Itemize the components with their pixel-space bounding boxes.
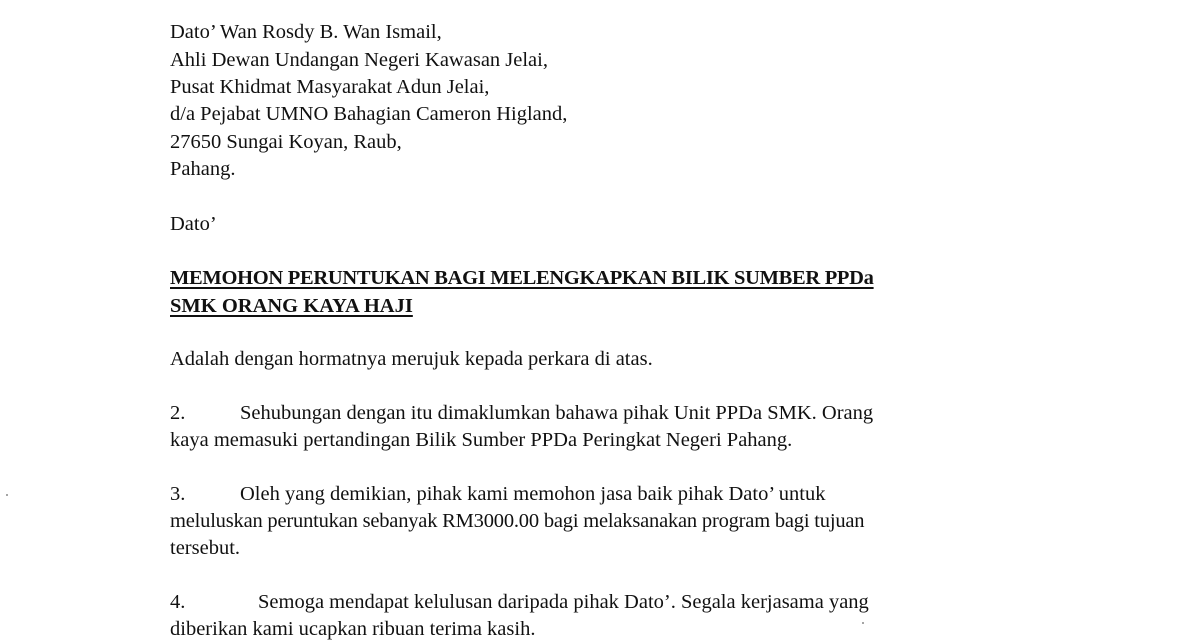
salutation: Dato’ — [170, 213, 217, 235]
paragraph-4-text-1: Semoga mendapat kelulusan daripada pihak Dato’. Segala kerjasama yang — [258, 591, 869, 613]
paragraph-3-line-1 — [170, 484, 825, 505]
scan-speck — [862, 622, 864, 624]
address-line-postcode: 27650 Sungai Koyan, Raub, — [170, 131, 402, 153]
subject-line-2: SMK ORANG KAYA HAJI — [170, 295, 413, 317]
paragraph-2-number: 2. — [170, 402, 186, 424]
address-line-state: Pahang. — [170, 158, 236, 180]
paragraph-4-number: 4. — [170, 591, 186, 613]
paragraph-4-line-2: diberikan kami ucapkan ribuan terima kasih. — [170, 618, 536, 640]
paragraph-2-line-2: kaya memasuki pertandingan Bilik Sumber PPDa Peringkat Negeri Pahang. — [170, 429, 793, 451]
paragraph-3-line-2: meluluskan peruntukan sebanyak RM3000.00 bagi melaksanakan program bagi tujuan — [170, 510, 865, 532]
scan-speck — [6, 494, 8, 496]
address-line-care-of: d/a Pejabat UMNO Bahagian Cameron Higland, — [170, 103, 568, 125]
paragraph-1: Adalah dengan hormatnya merujuk kepada perkara di atas. — [170, 348, 653, 370]
address-line-name: Dato’ Wan Rosdy B. Wan Ismail, — [170, 21, 442, 43]
address-line-office: Pusat Khidmat Masyarakat Adun Jelai, — [170, 76, 490, 98]
paragraph-3-text-1: Oleh yang demikian, pihak kami memohon jasa baik pihak Dato’ untuk — [240, 483, 826, 505]
subject-line-1: MEMOHON PERUNTUKAN BAGI MELENGKAPKAN BILIK SUMBER PPDa — [170, 267, 874, 289]
address-line-title: Ahli Dewan Undangan Negeri Kawasan Jelai, — [170, 49, 548, 71]
paragraph-3-number: 3. — [170, 483, 186, 505]
paragraph-2-text-1: Sehubungan dengan itu dimaklumkan bahawa pihak Unit PPDa SMK. Orang — [240, 402, 874, 424]
paragraph-4-line-1 — [170, 592, 869, 613]
paragraph-2-line-1 — [170, 403, 873, 424]
paragraph-3-line-3: tersebut. — [170, 537, 241, 559]
